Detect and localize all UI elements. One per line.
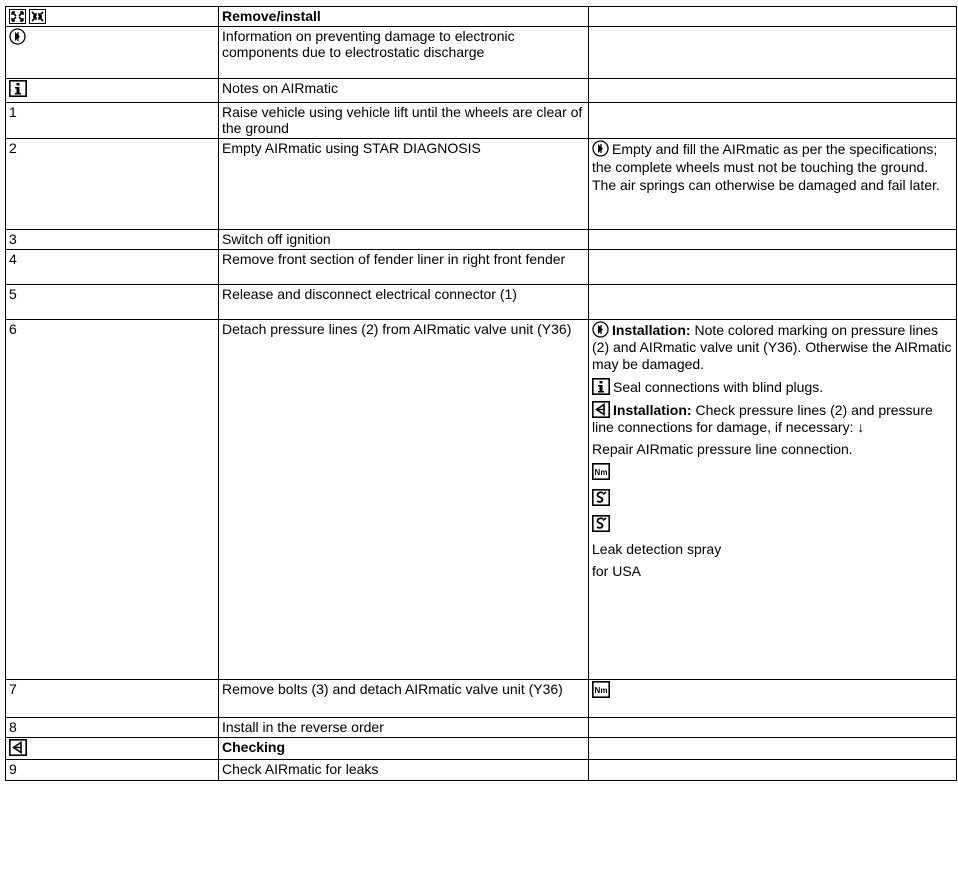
installation-label: Installation: — [612, 322, 691, 338]
leak-spray-text: Leak detection spray — [592, 541, 722, 557]
step-number: 2 — [6, 139, 219, 230]
step-number: 3 — [6, 230, 219, 250]
step-number: 5 — [6, 285, 219, 320]
step-text: Remove bolts (3) and detach AIRmatic valve unit (Y36) — [219, 680, 589, 718]
esd-note-text: Note colored marking on pressure lines (2) and AIRmatic valve unit (Y36). Otherwise the AIRmatic may be damaged. — [592, 322, 952, 372]
step-text: Raise vehicle using vehicle lift until the wheels are clear of the ground — [219, 103, 589, 139]
checking-icon — [592, 401, 610, 418]
special-tool-icon[interactable] — [592, 489, 610, 506]
procedure-table — [5, 6, 957, 781]
info-icon — [592, 378, 610, 395]
step-text: Check AIRmatic for leaks — [219, 760, 589, 781]
info-icon — [9, 80, 27, 97]
esd-warning-icon — [9, 28, 26, 45]
table-row — [6, 103, 957, 139]
step-number: 6 — [6, 320, 219, 680]
step-text: Detach pressure lines (2) from AIRmatic valve unit (Y36) — [219, 320, 589, 680]
esd-info-link[interactable]: Information on preventing damage to electronic components due to electrostatic discharge — [219, 27, 589, 79]
table-row — [6, 230, 957, 250]
for-usa-text: for USA — [592, 563, 642, 579]
step-text: Release and disconnect electrical connector (1) — [219, 285, 589, 320]
table-row — [6, 738, 957, 760]
step-note: Empty and fill the AIRmatic as per the specifications; the complete wheels must not be touching the ground. The air springs can otherwise be damaged and fail later. — [592, 141, 940, 193]
table-row — [6, 7, 957, 27]
step-text: Install in the reverse order — [219, 718, 589, 738]
install-icon — [29, 9, 46, 24]
table-row — [6, 139, 957, 230]
step-number: 4 — [6, 250, 219, 285]
repair-link[interactable]: Repair AIRmatic pressure line connection. — [592, 441, 853, 457]
table-row — [6, 680, 957, 718]
esd-warning-icon — [592, 321, 609, 338]
airmatic-notes-link[interactable]: Notes on AIRmatic — [219, 79, 589, 103]
table-row — [6, 27, 957, 79]
step-6-notes — [589, 320, 957, 680]
installation-label: Installation: — [613, 402, 692, 418]
step-text: Empty AIRmatic using STAR DIAGNOSIS — [219, 139, 589, 230]
torque-nm-icon[interactable] — [592, 681, 610, 698]
step-number: 1 — [6, 103, 219, 139]
step-text: Switch off ignition — [219, 230, 589, 250]
seal-note-text: Seal connections with blind plugs. — [613, 379, 824, 395]
nm-label: Nm — [594, 468, 608, 477]
step-text: Remove front section of fender liner in right front fender — [219, 250, 589, 285]
table-row — [6, 285, 957, 320]
section-title: Checking — [219, 738, 589, 760]
special-tool-icon[interactable] — [592, 515, 610, 532]
table-row — [6, 760, 957, 781]
remove-icon — [9, 9, 26, 24]
table-row — [6, 320, 957, 680]
esd-warning-icon — [592, 140, 609, 157]
nm-label: Nm — [594, 686, 608, 695]
table-row — [6, 250, 957, 285]
page-title: Remove/install — [219, 7, 589, 27]
step-number: 8 — [6, 718, 219, 738]
step-number: 9 — [6, 760, 219, 781]
step-number: 7 — [6, 680, 219, 718]
torque-nm-icon[interactable] — [592, 463, 610, 480]
table-row — [6, 718, 957, 738]
remove-install-icons — [6, 7, 219, 27]
table-row — [6, 79, 957, 103]
check-note-text: Check pressure lines (2) and pressure line connections for damage, if necessary: — [592, 402, 933, 435]
arrow-down-icon[interactable]: ↓ — [857, 419, 865, 435]
checking-icon — [9, 739, 27, 756]
